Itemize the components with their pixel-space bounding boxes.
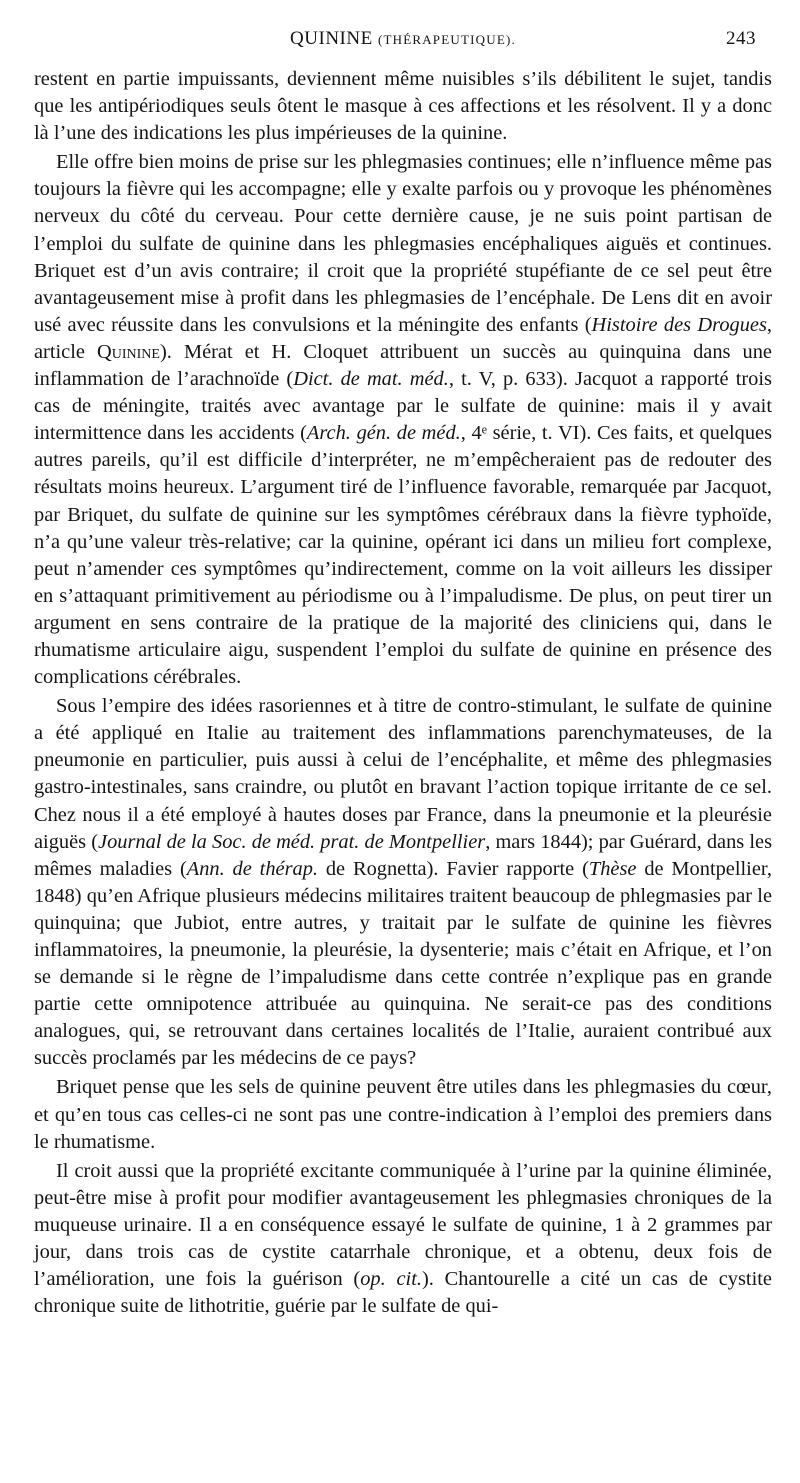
citation-italic: op. cit. <box>360 1268 422 1291</box>
header-title: QUININE <box>290 28 373 49</box>
text-run: , article <box>34 313 773 363</box>
running-head <box>34 28 772 58</box>
paragraph <box>34 1074 772 1155</box>
paragraph <box>34 693 772 1072</box>
text-run: , 4ᵉ série, t. VI). Ces faits, et quelques autres pareils, qu’il est difficile d’interpréter, ne m’empêcheraient pas de redouter des résultats moins heureux. L’argument tiré de l’influence favorable, remarquée par Jacquot, par Briquet, du sulfate de quinine sur les symptômes cérébraux dans la fièvre typhoïde, n’a qu’une valeur très-relative; car la quinine, opérant ici dans un milieu fort complexe, peut n’amender ces symptômes qu’indirectement, comme on la voit ailleurs les dissiper en s’attaquant primitivement au périodisme ou à l’impaludisme. De plus, on peut tirer un argument en sens contraire de la pratique de la majorité des cliniciens qui, dans le rhumatisme articulaire aigu, suspendent l’emploi du sulfate de quinine en présence des complications cérébrales. <box>34 422 772 689</box>
text-run: , mars 1844); par Guérard, dans les mêmes maladies ( <box>34 830 773 880</box>
citation-italic: Thèse <box>588 857 637 880</box>
text-run: de Montpellier, 1848) qu’en Afrique plusieurs médecins militaires traitent beaucoup de phlegmasies par le quinquina; que Jubiot, entre autres, y traitait par le sulfate de quinine les fièvres inflammatoires, la pneumonie, la pleurésie, la dysenterie; mais c’était en Afrique, et l’on se demande si le règne de l’impaludisme dans cette contrée n’explique pas en grande partie cette omnipotence attribuée au quinquina. Ne serait-ce pas des conditions analogues, qui, se retrouvant dans certaines localités de l’Italie, auraient contribué aux succès proclamés par les médecins de ce pays? <box>34 857 772 1070</box>
header-subtitle: (THÉRAPEUTIQUE). <box>377 32 516 47</box>
text-run: Il croit aussi que la propriété excitante communiquée à l’urine par la quinine éliminée, peut-être mise à profit pour modifier avantageusement les phlegmasies chroniques de la muqueuse urinaire. Il a en conséquence essayé le sulfate de quinine, 1 à 2 grammes par jour, dans trois cas de cystite catarrhale chronique, et a obtenu, deux fois de l’amélioration, une fois la guérison ( <box>34 1159 772 1291</box>
paragraph <box>34 66 772 147</box>
citation-italic: Dict. de mat. méd. <box>293 368 449 391</box>
text-run: ). Mérat et H. Cloquet attribuent un succès au quinquina dans une inflammation de l’arachnoïde ( <box>34 340 772 391</box>
small-caps-term: Quinine <box>97 340 160 363</box>
citation-italic: Journal de la Soc. de méd. prat. de Montpellier <box>98 830 486 853</box>
text-run: restent en partie impuissants, deviennent même nuisibles s’ils débilitent le sujet, tandis que les antipériodiques seuls ôtent le masque à ces affections et les résolvent. Il y a donc là l’une des indications les plus impérieuses de la quinine. <box>34 68 772 145</box>
text-run: Sous l’empire des idées rasoriennes et à titre de contro-stimulant, le sulfate de quinine a été appliqué en Italie au traitement des inflammations parenchymateuses, de la pneumonie en particulier, puis aussi à celui de l’encéphalite, et même des phlegmasies gastro-intestinales, sans craindre, ou plutôt en bravant l’action topique irritante de ce sel. Chez nous il a été employé à hautes doses par France, dans la pneumonie et la pleurésie aiguës ( <box>34 695 772 853</box>
running-head-title <box>34 28 772 50</box>
page-number: 243 <box>726 28 756 49</box>
paragraph <box>34 1158 772 1321</box>
text-run: , t. V, p. 633). Jacquot a rapporté trois cas de méningite, traités avec avantage par le sulfate de quinine: mais il y avait intermittence dans les accidents ( <box>34 368 772 445</box>
paragraph <box>34 149 772 691</box>
citation-italic: Arch. gén. de méd. <box>306 422 461 445</box>
text-run: de Rognetta). Favier rapporte ( <box>318 857 589 880</box>
citation-italic: Ann. de thérap. <box>186 857 318 880</box>
text-run: Briquet pense que les sels de quinine peuvent être utiles dans les phlegmasies du cœur, et qu’en tous cas celles-ci ne sont pas une contre-indication à l’emploi des premiers dans le rhumatisme. <box>34 1076 772 1153</box>
body-text <box>34 66 772 1320</box>
text-run: Elle offre bien moins de prise sur les phlegmasies continues; elle n’influence même pas toujours la fièvre qui les accompagne; elle y exalte parfois ou y provoque les phénomènes nerveux du côté du cerveau. Pour cette dernière cause, je ne suis point partisan de l’emploi du sulfate de quinine dans les phlegmasies encéphaliques aiguës et continues. Briquet est d’un avis contraire; il croit que la propriété stupéfiante de ce sel peut être avantageusement mise à profit dans les phlegmasies de l’encéphale. De Lens dit en avoir usé avec réussite dans les convulsions et la méningite des enfants ( <box>34 151 772 336</box>
citation-italic: Histoire des Drogues <box>591 313 767 336</box>
text-run: ). Chantourelle a cité un cas de cystite chronique suite de lithotritie, guérie par le sulfate de qui- <box>34 1268 772 1318</box>
